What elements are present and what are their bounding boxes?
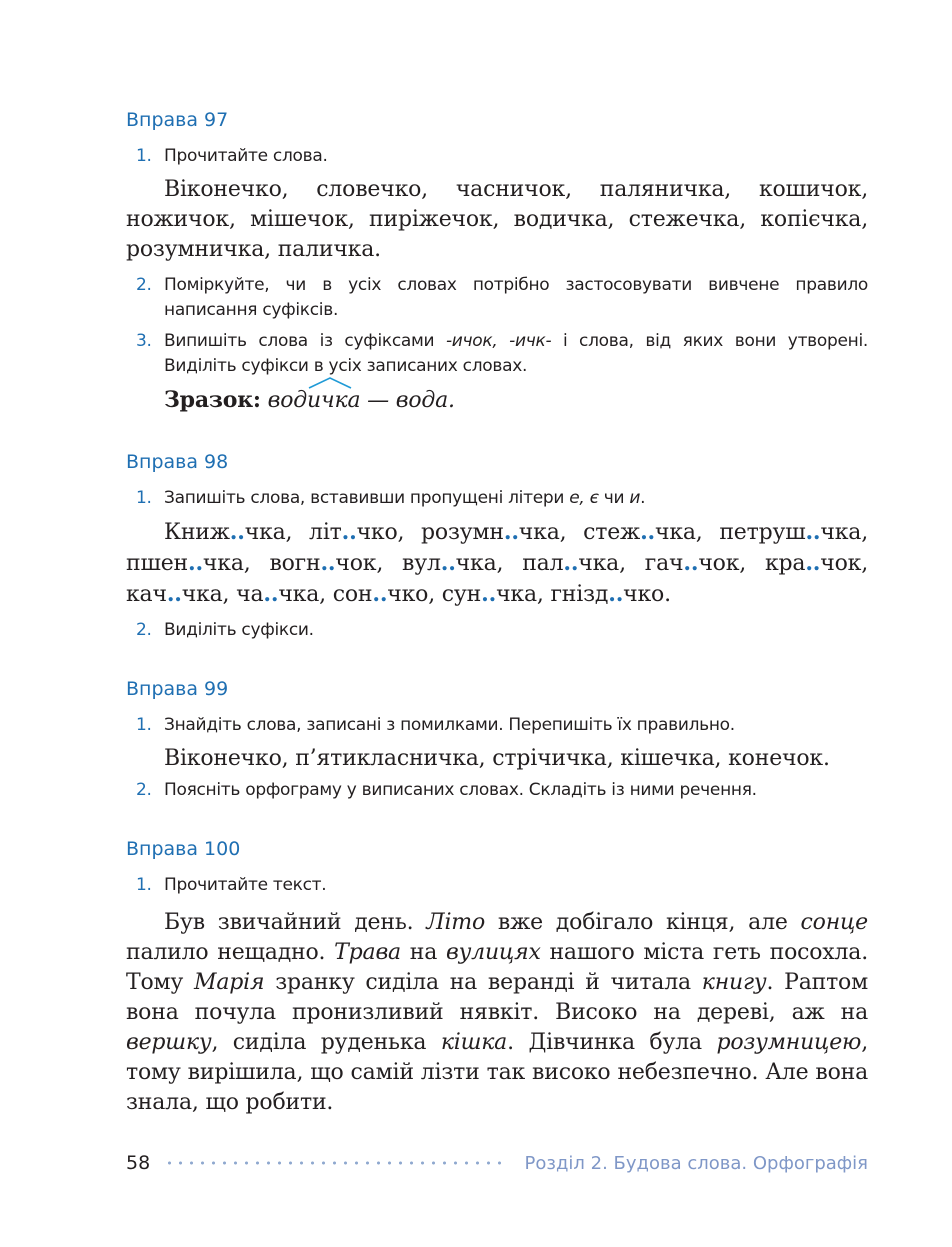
word-fragment: чка, гач [578, 551, 684, 576]
gap-marker: .. [640, 519, 655, 545]
sample-rest: — вода. [360, 388, 455, 413]
word-fragment: чко, сун [387, 582, 482, 607]
dotted-leader [164, 1161, 509, 1165]
word-fragment: чка, гнізд [496, 582, 609, 607]
task-2 [126, 273, 868, 323]
page-number: 58 [126, 1152, 151, 1174]
text-segment: зранку сиділа на веранді й читала [264, 970, 702, 995]
exercise-title: Вправа 98 [126, 451, 229, 473]
gap-marker: .. [263, 581, 279, 607]
word-fragment: чка, ча [181, 582, 264, 607]
text-segment: на [400, 940, 446, 965]
word-fragment: чка, пал [455, 551, 564, 576]
gap-marker: .. [229, 519, 245, 545]
gap-marker: .. [188, 550, 203, 576]
word-fragment: Книж [164, 520, 230, 545]
task-text: Прочитайте текст. [164, 875, 327, 895]
task-text-part: і слова, від яких вони утворені. Виділіть суфікси в усіх записаних словах. [164, 331, 868, 376]
word-root: вод [267, 388, 308, 413]
task-number: 1. [136, 875, 152, 895]
exercise-100 [126, 837, 868, 1118]
gap-marker: .. [805, 519, 821, 545]
letter: и [629, 488, 641, 508]
task-1 [126, 144, 868, 169]
word-ending: а [347, 388, 361, 413]
sample-word [268, 388, 361, 413]
text-segment: . Раптом вона почула пронизливий нявкіт. Високо на дереві, аж на [126, 970, 868, 1025]
word-fragment: чка, пшен [126, 520, 868, 576]
exercise-title: Вправа 99 [126, 678, 229, 700]
text-segment: нашого міста геть посохла. Тому [126, 940, 868, 995]
task-text-part: Запишіть слова, вставивши пропущені літери [164, 488, 570, 508]
letters: е, є [569, 488, 599, 508]
text-segment: , тому вирішила, що самій лізти так високо небезпечно. Але вона знала, що робити. [126, 1030, 868, 1115]
word-fragment: чко, розумн [356, 520, 504, 545]
suffix-arc-icon [307, 376, 353, 390]
exercise-title: Вправа 100 [126, 838, 241, 860]
task-number: 2. [136, 780, 152, 800]
gap-marker: .. [166, 581, 182, 607]
text-segment: вже добігало кінця, але [485, 910, 801, 935]
word-fragment: чка, сон [278, 582, 373, 607]
sample [126, 385, 868, 416]
highlighted-word: вулицях [445, 940, 541, 965]
gap-marker: .. [320, 550, 336, 576]
page-content [126, 108, 868, 1152]
task-1 [126, 873, 868, 898]
gap-marker: .. [608, 581, 624, 607]
task-1 [126, 486, 868, 511]
text-segment: палило нещадно. [126, 940, 335, 965]
gap-marker: .. [372, 581, 388, 607]
gap-marker: .. [563, 550, 579, 576]
gap-marker: .. [683, 550, 699, 576]
word-fragment: чка, стеж [518, 520, 641, 545]
gap-marker: .. [341, 519, 357, 545]
word-suffix: ичк [307, 388, 348, 413]
task-number: 1. [136, 715, 152, 735]
reading-text [126, 908, 868, 1118]
task-2 [126, 618, 868, 643]
word-fragment: чко. [623, 582, 671, 607]
gap-marker: .. [805, 550, 821, 576]
highlighted-word: книгу [701, 970, 767, 995]
task-2 [126, 778, 868, 803]
text-segment: . Дівчинка була [507, 1030, 717, 1055]
text-segment: Був звичайний день. [164, 910, 427, 935]
task-text-part: Випишіть слова із суфіксами [164, 331, 446, 351]
word-fragment: чок, вул [335, 551, 441, 576]
gap-marker: .. [440, 550, 456, 576]
task-text-part: . [640, 488, 646, 508]
suffix-mark [307, 388, 347, 413]
exercise-title: Вправа 97 [126, 109, 229, 131]
highlighted-word: вершку [126, 1030, 212, 1055]
exercise-99 [126, 677, 868, 803]
task-number: 1. [136, 488, 152, 508]
word-list-with-gaps [126, 517, 868, 610]
gap-marker: .. [481, 581, 497, 607]
word-fragment: чок, кра [698, 551, 806, 576]
task-text [164, 329, 868, 379]
word-fragment: чка, петруш [655, 520, 806, 545]
highlighted-word: сонце [800, 910, 868, 935]
highlighted-word: Літо [426, 910, 485, 935]
chapter-title: Розділ 2. Будова слова. Орфографія [524, 1152, 868, 1174]
highlighted-word: розумницею [716, 1030, 862, 1055]
highlighted-word: Марія [194, 970, 265, 995]
task-number: 1. [136, 146, 152, 166]
task-text: Виділіть суфікси. [164, 620, 314, 640]
task-1 [126, 713, 868, 738]
highlighted-word: кішка [440, 1030, 508, 1055]
highlighted-word: Трава [334, 940, 401, 965]
task-number: 2. [136, 275, 152, 295]
exercise-98 [126, 450, 868, 643]
exercise-97 [126, 108, 868, 416]
word-fragment: чок, кач [126, 551, 868, 607]
word-fragment: чка, вогн [202, 551, 321, 576]
task-text: Поясніть орфограму у виписаних словах. Складіть із ними речення. [164, 780, 757, 800]
gap-marker: .. [503, 519, 519, 545]
task-text: Прочитайте слова. [164, 146, 328, 166]
task-text: Поміркуйте, чи в усіх словах потрібно застосовувати вивчене правило написання суфіксів. [164, 275, 868, 320]
task-number: 3. [136, 331, 152, 351]
text-segment: , сиділа руденька [211, 1030, 441, 1055]
task-text-part: чи [598, 488, 630, 508]
word-list: Віконечко, словечко, часничок, паляничка, кошичок, ножичок, мішечок, пиріжечок, водичка, стежечка, копієчка, розумничка, паличка. [126, 177, 868, 262]
task-number: 2. [136, 620, 152, 640]
task-3 [126, 329, 868, 379]
sample-label: Зразок: [164, 387, 261, 413]
task-text: Знайдіть слова, записані з помилками. Перепишіть їх правильно. [164, 715, 735, 735]
word-fragment: чка, літ [244, 520, 342, 545]
page-footer [126, 1150, 868, 1176]
word-list: Віконечко, п’ятикласничка, стрічичка, кішечка, конечок. [164, 746, 830, 771]
task-text [164, 486, 868, 511]
suffix-examples: -ичок, -ичк- [445, 331, 552, 351]
